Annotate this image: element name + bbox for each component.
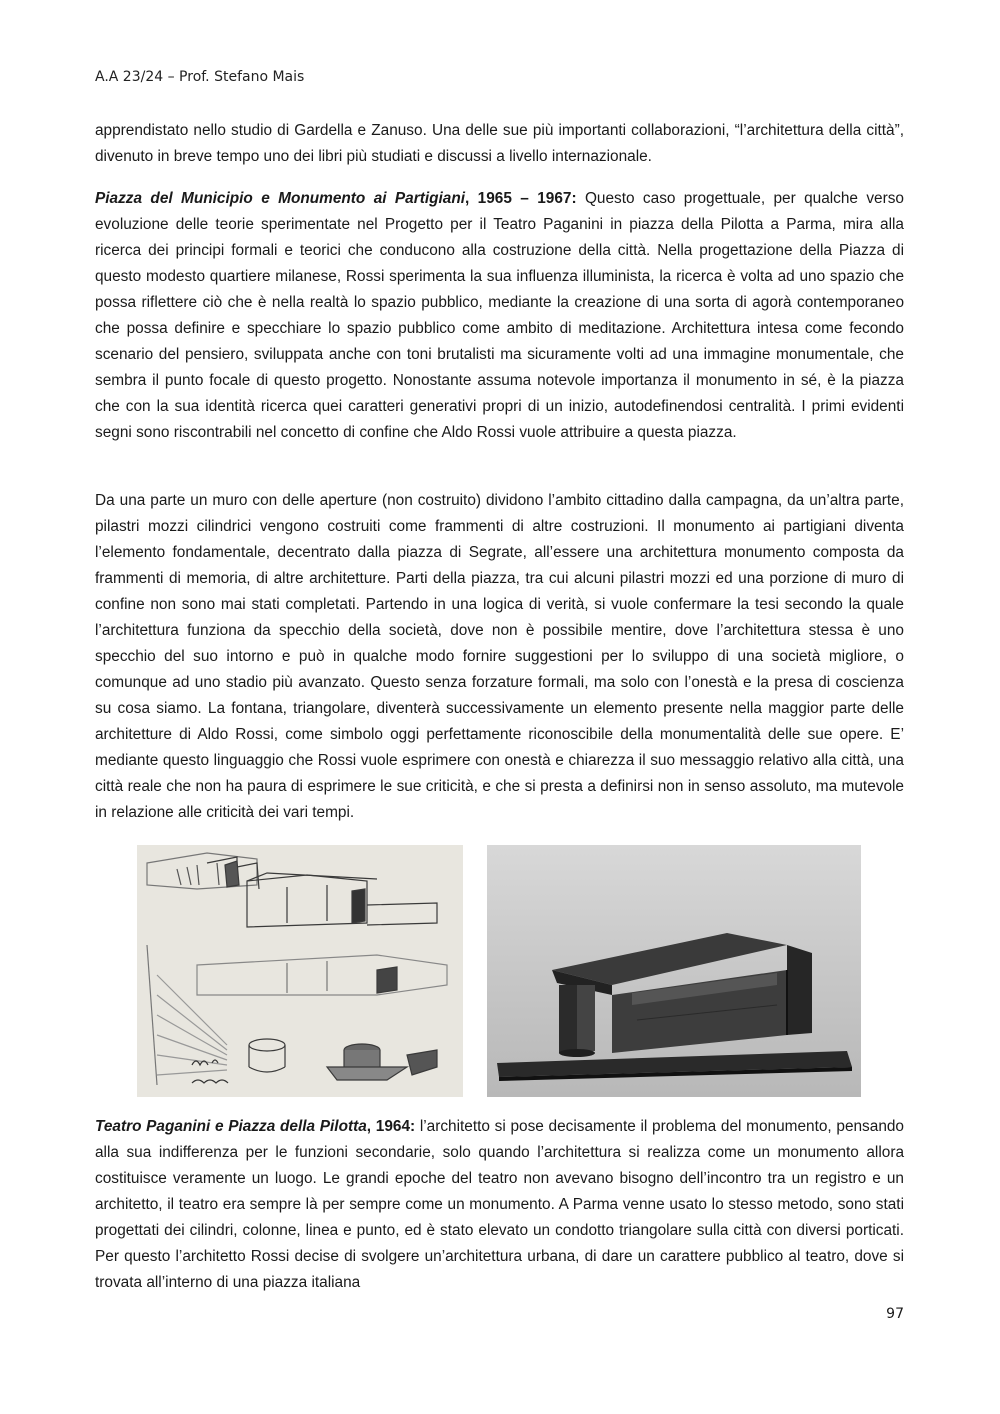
page-number: 97 <box>886 1306 904 1322</box>
paragraph-teatro-paganini <box>95 1114 904 1296</box>
paragraph-piazza-municipio <box>95 186 904 446</box>
running-header: A.A 23/24 – Prof. Stefano Mais <box>95 69 305 85</box>
heading-title: Piazza del Municipio e Monumento ai Partigiani <box>95 190 466 207</box>
heading-date: , 1964: <box>366 1118 416 1135</box>
paragraph-intro: apprendistato nello studio di Gardella e Zanuso. Una delle sue più importanti collaborazioni, “l’architettura della città”, divenuto in breve tempo uno dei libri più studiati e discussi a livello internazionale. <box>95 122 904 165</box>
sketch-figure <box>137 845 463 1097</box>
section-heading-teatro-paganini <box>95 1118 415 1135</box>
model-photo <box>487 845 861 1097</box>
paragraph-body: l’architetto si pose decisamente il problema del monumento, pensando alla sua indifferenza per le funzioni secondarie, solo quando l’architettura si realizza come un monumento allora costituisce veramente un luogo. Le grandi epoche del teatro non avevano bisogno dell’incontro tra un registro e un architetto, il teatro era sempre là per sempre come un monumento. A Parma venne usato lo stesso metodo, sono stati progettati dei cilindri, colonne, linea e punto, ed è stato elevato un condotto triangolare sulla città con diversi porticati. Per questo l’architetto Rossi decise di svolgere un’architettura urbana, di dare un carattere pubblico al teatro, dove si trovata all’interno di una piazza italiana <box>95 1118 904 1291</box>
sketch-drawing <box>137 845 463 1097</box>
section-heading-piazza-municipio <box>95 190 577 207</box>
paragraph-confine: Da una parte un muro con delle aperture (non costruito) dividono l’ambito cittadino dalla campagna, da un’altra parte, pilastri mozzi cilindrici vengono costruiti come frammenti di altre costruzioni. Il monumento ai partigiani diventa l’elemento fondamentale, decentrato dalla piazza di Segrate, all’essere una architettura monumento composta da frammenti di memoria, di altre architetture. Parti della piazza, tra cui alcuni pilastri mozzi ed una porzione di muro di confine non sono mai stati completati. Partendo in una logica di verità, si vuole confermare la tesi secondo la quale l’architettura funziona da specchio della società, dove non è possibile mentire, dove l’architettura stessa è uno specchio del suo intorno e può in qualche modo fornire suggestioni per lo sviluppo di una società migliore, o comunque ad uno stadio più avanzato. Questo senza forzature formali, ma solo con l’onestà e la presa di coscienza su cosa siamo. La fontana, triangolare, diventerà successivamente un elemento presente nella maggior parte delle architetture di Aldo Rossi, come simbolo oggi perfettamente riconoscibile della monumentalità delle sue opere. E’ mediante questo linguaggio che Rossi vuole esprimere con onestà e chiarezza il suo messaggio relativo alla città, una città reale che non ha paura di esprimere le sue criticità, e che si presta a definirsi non in senso assoluto, ma mutevole in relazione alle criticità dei vari tempi. <box>95 492 904 821</box>
model-photo-figure <box>487 845 861 1097</box>
heading-date: , 1965 – 1967: <box>465 190 577 207</box>
heading-title: Teatro Paganini e Piazza della Pilotta <box>95 1118 367 1135</box>
paragraph-body: Questo caso progettuale, per qualche verso evoluzione delle teorie sperimentate nel Progetto per il Teatro Paganini in piazza della Pilotta a Parma, mira alla ricerca dei principi formali e teorici che conducono alla costruzione della città. Nella progettazione della Piazza di questo modesto quartiere milanese, Rossi sperimenta la sua influenza illuminista, la ricerca è volta ad uno spazio che possa riflettere ciò che è nella realtà lo spazio pubblico, mediante la creazione di una sorta di agorà contemporaneo che possa definire e specchiare lo spazio pubblico come ambito di meditazione. Architettura intesa come fecondo scenario del pensiero, sviluppata anche con toni brutalisti ma sicuramente volti ad una immagine monumentale, che sembra il punto focale di questo progetto. Nonostante assuma notevole importanza il monumento in sé, è la piazza che con la sua identità ricerca quei caratteri generativi propri di un inizio, autodefinendosi centralità. I primi evidenti segni sono riscontrabili nel concetto di confine che Aldo Rossi vuole attribuire a questa piazza. <box>95 190 904 441</box>
